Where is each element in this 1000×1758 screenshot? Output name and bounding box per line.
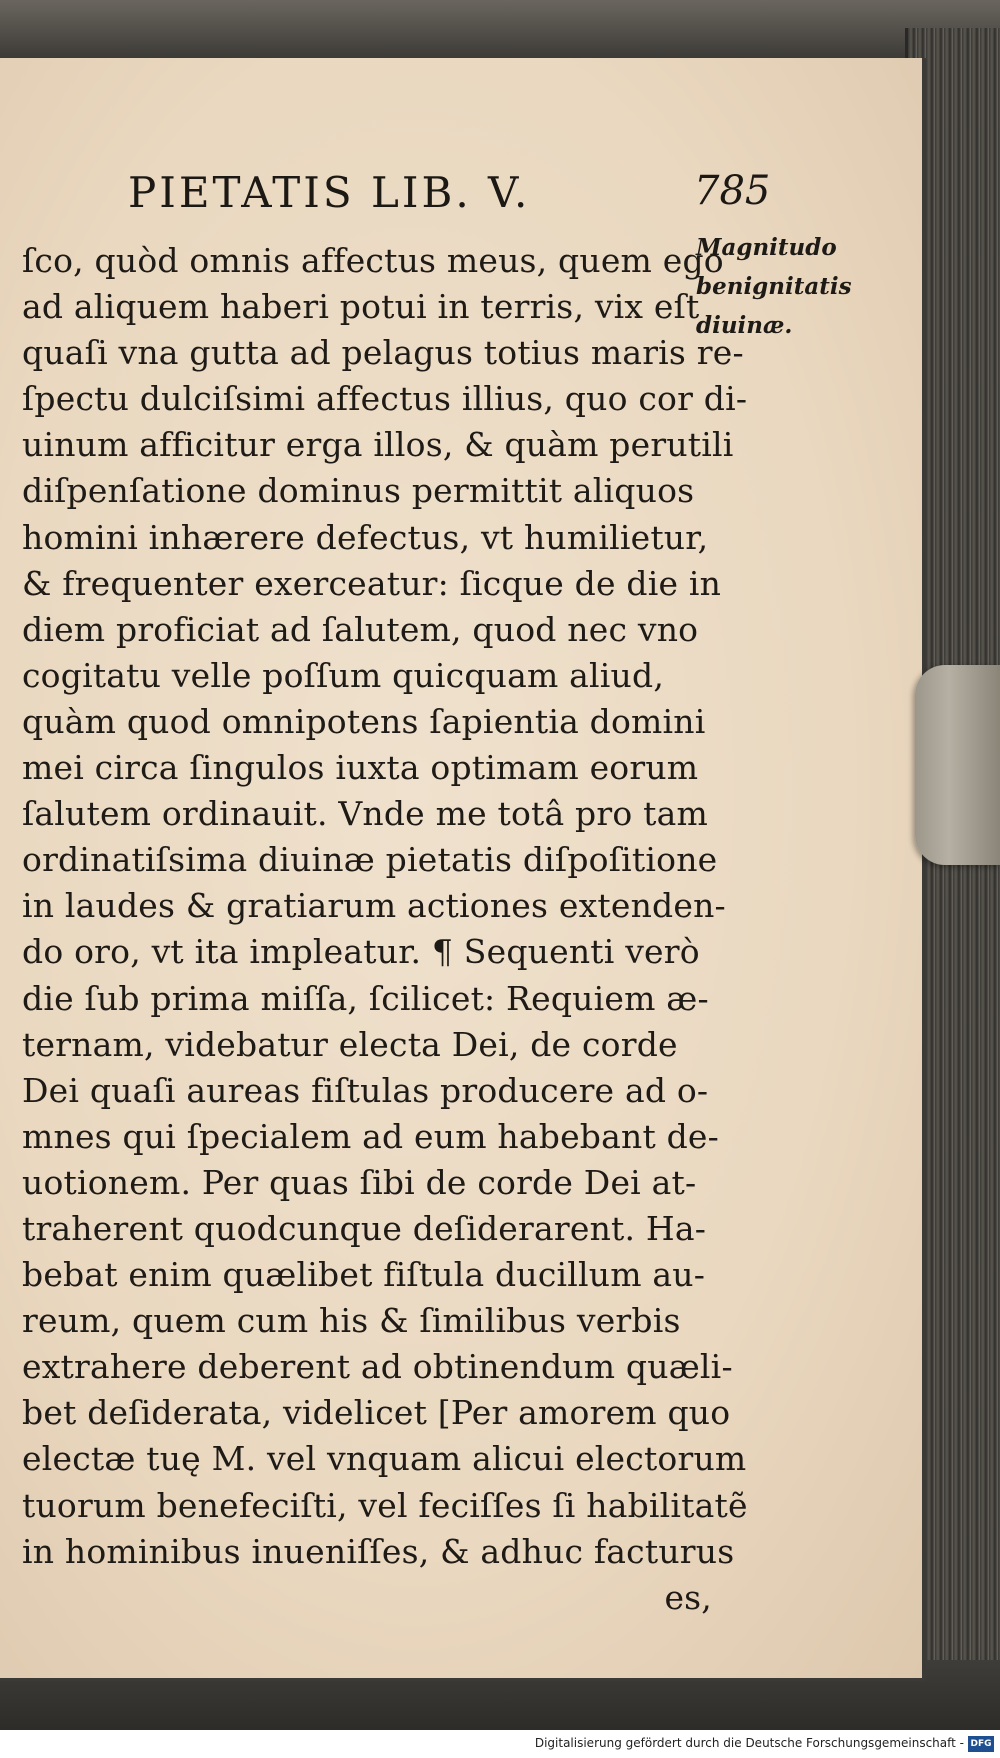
book-top-edge: [0, 0, 1000, 58]
text-line: homini inhærere defectus, vt humilietur,: [22, 517, 709, 557]
text-line: bebat enim quælibet fiſtula ducillum au-: [22, 1255, 706, 1295]
running-head: [0, 168, 922, 228]
text-line: diſpenſatione dominus permittit aliquos: [22, 471, 695, 511]
text-line: quaſi vna gutta ad pelagus totius maris re-: [22, 333, 744, 373]
text-line: die ſub prima miſſa, ſcilicet: Requiem æ-: [22, 978, 709, 1018]
text-line: extrahere deberent ad obtinendum quæli-: [22, 1347, 733, 1387]
text-line: do oro, vt ita impleatur. ¶ Sequenti verò: [22, 932, 700, 972]
text-line: cogitatu velle poſſum quicquam aliud,: [22, 655, 665, 695]
text-line: mnes qui ſpecialem ad eum habebant de-: [22, 1116, 720, 1156]
footer-bar: [0, 1730, 1000, 1758]
body-text: [22, 238, 748, 1621]
text-line: ad aliquem haberi potui in terris, vix eſt: [22, 287, 700, 327]
text-line: ternam, videbatur electa Dei, de corde: [22, 1024, 678, 1064]
text-line: traherent quodcunque deſiderarent. Ha-: [22, 1208, 707, 1248]
page-number: 785: [694, 168, 771, 214]
text-line: bet deſiderata, videlicet [Per amorem quo: [22, 1393, 731, 1433]
text-line: ſpectu dulciſsimi affectus illius, quo cor di-: [22, 379, 748, 419]
text-line: in hominibus inueniſſes, & adhuc facturus: [22, 1531, 735, 1571]
text-line: & frequenter exerceatur: ſicque de die in: [22, 563, 722, 603]
text-line: mei circa ſingulos iuxta optimam eorum: [22, 748, 699, 788]
text-line: Dei quaſi aureas fiſtulas producere ad o-: [22, 1070, 709, 1110]
text-line: ſco, quòd omnis affectus meus, quem ego: [22, 241, 724, 280]
marginal-note: [696, 228, 906, 345]
text-line: diem proficiat ad ſalutem, quod nec vno: [22, 609, 699, 649]
text-line: uinum afficitur erga illos, & quàm perutili: [22, 425, 734, 465]
text-line: uotionem. Per quas ſibi de corde Dei at-: [22, 1162, 697, 1202]
dfg-logo: DFG: [968, 1736, 994, 1752]
marginal-note-line: benignitatis: [696, 273, 852, 300]
marginal-note-line: diuinæ.: [696, 312, 793, 339]
bookmark-strip: [915, 665, 1000, 865]
text-line: in laudes & gratiarum actiones extenden-: [22, 886, 726, 926]
text-line: ordinatiſsima diuinæ pietatis diſpoſitione: [22, 840, 718, 880]
marginal-note-line: Magnitudo: [696, 234, 837, 261]
catchword: es,: [664, 1577, 712, 1617]
text-line: tuorum benefeciſti, vel feciſſes ſi habilitatẽ: [22, 1485, 748, 1525]
header-title: PIETATIS LIB. V.: [128, 168, 531, 217]
text-line: quàm quod omnipotens ſapientia domini: [22, 701, 706, 741]
text-line: reum, quem cum his & ſimilibus verbis: [22, 1301, 681, 1341]
footer-credit: Digitalisierung gefördert durch die Deutsche Forschungsgemeinschaft -: [534, 1736, 964, 1750]
text-line: ſalutem ordinauit. Vnde me totâ pro tam: [22, 794, 708, 834]
text-line: electæ tuę M. vel vnquam alicui electorum: [22, 1439, 747, 1479]
